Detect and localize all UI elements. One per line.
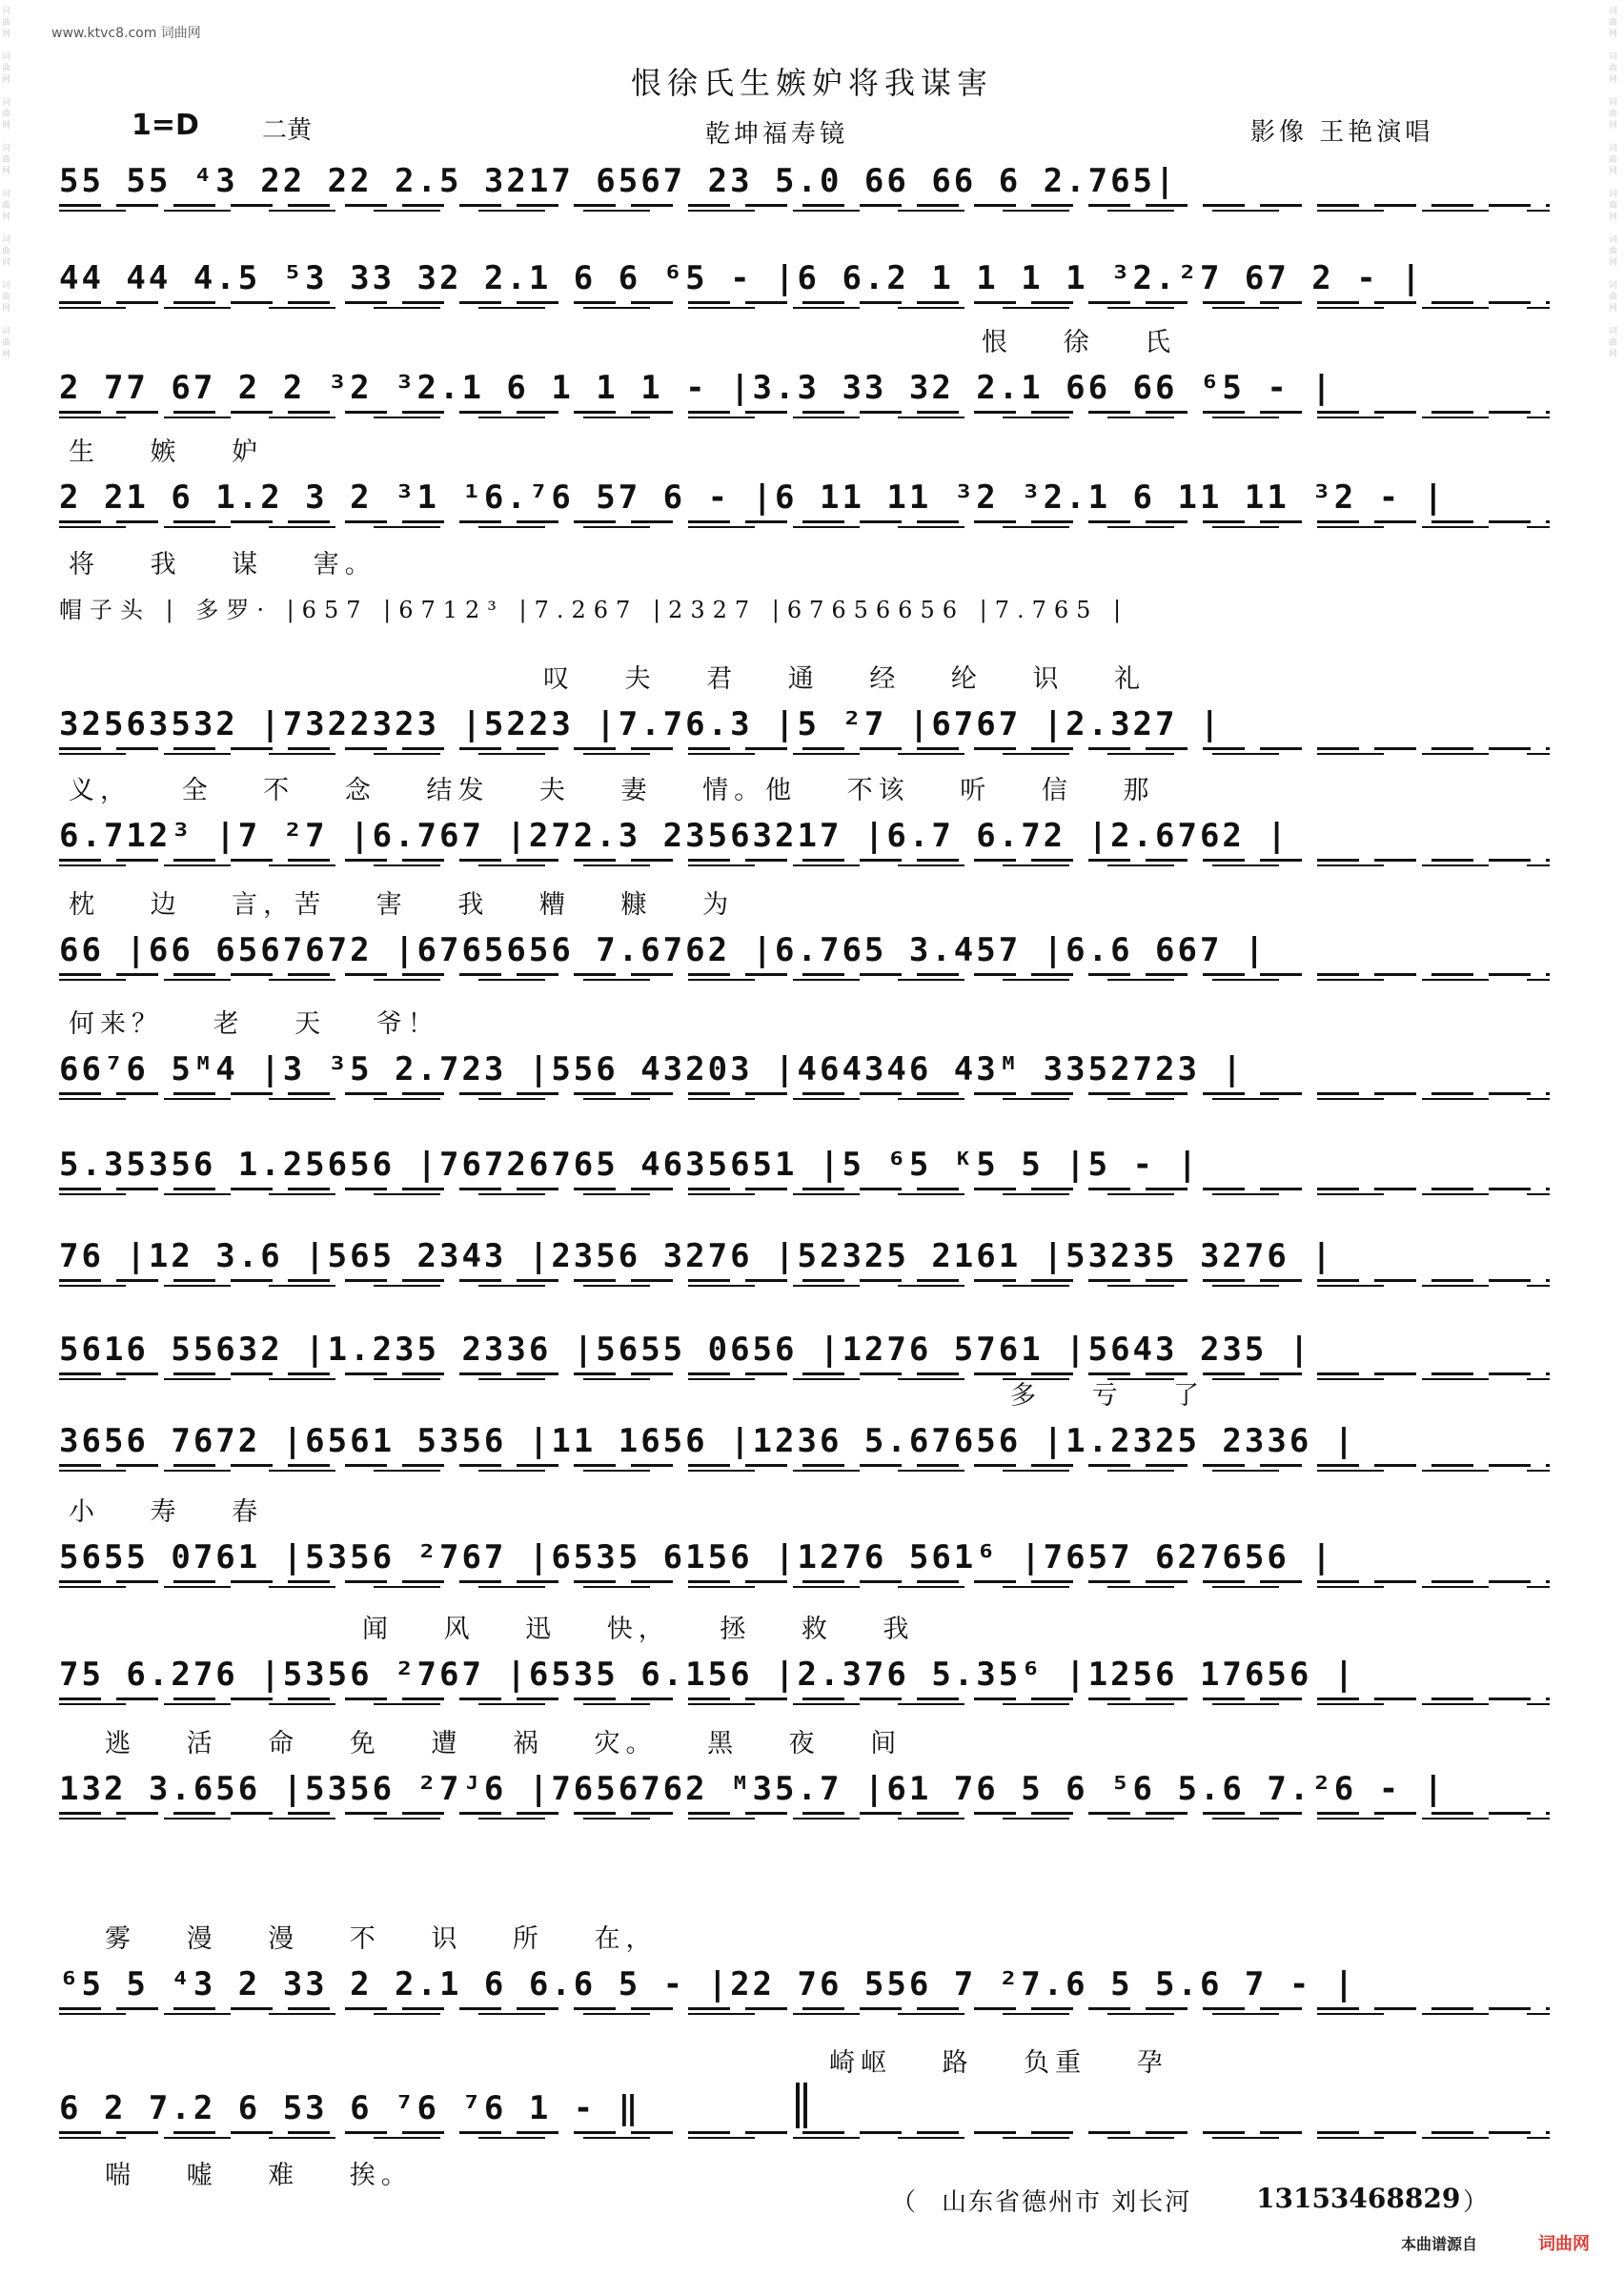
- site-logo: 词曲网: [1538, 2234, 1590, 2254]
- underline-beam-double: [59, 526, 1550, 528]
- underline-beam: [59, 1812, 1550, 1815]
- notation-text: 132 3.656 |5356 ²7ᴶ6 |7656762 ᴹ35.7 |61 76 5 6 ⁵6 5.6 7.²6 - |: [59, 1770, 1447, 1808]
- underline-beam: [59, 859, 1550, 862]
- underline-beam-double: [59, 979, 1550, 981]
- key-signature: 1=D: [132, 109, 199, 142]
- mode-label: 二黄: [262, 116, 313, 145]
- notation-row: [59, 1963, 1565, 2011]
- lyric-line: 逃 活 命 免 遭 祸 灾。 黑 夜 间: [105, 1729, 903, 1759]
- lyric-line: 将 我 谋 害。: [69, 550, 376, 579]
- source-note: 本曲谱源自: [1401, 2235, 1478, 2253]
- notation-row: [59, 2087, 1565, 2135]
- underline-beam-double: [59, 1818, 1550, 1820]
- notation-text: 55 55 ⁴3 22 22 2.5 3217 6567 23 5.0 66 66 6 2.765|: [59, 162, 1178, 200]
- notation-row: [59, 477, 1565, 524]
- underline-beam: [59, 204, 1550, 207]
- notation-text: ⁶5 5 ⁴3 2 33 2 2.1 6 6.6 5 - |22 76 556 7 ²7.6 5 5.6 7 - |: [59, 1965, 1357, 2003]
- underline-beam-double: [59, 1285, 1550, 1287]
- lyric-line: 枕 边 言，苦 害 我 糟 糠 为: [69, 890, 735, 920]
- footer-paren-close: ）: [1463, 2188, 1489, 2217]
- notation-text: 帽子头 | 多罗· |657 |6712³ |7.267 |2327 |67656656 |7.765 |: [59, 597, 1129, 623]
- notation-row: [59, 929, 1565, 977]
- underline-beam: [59, 2131, 1550, 2134]
- page-title: 恨徐氏生嫉妒将我谋害: [630, 65, 993, 101]
- underline-beam-double: [59, 1703, 1550, 1705]
- final-barline: [796, 2083, 800, 2128]
- notation-row: [59, 1329, 1565, 1376]
- notation-row: [59, 1420, 1565, 1468]
- underline-beam: [59, 301, 1550, 304]
- notation-text: 44 44 4.5 ⁵3 33 32 2.1 6 6 ⁶5 - |6 6.2 1 1 1 1 ³2.²7 67 2 - |: [59, 259, 1424, 297]
- notation-row: [59, 160, 1565, 208]
- notation-text: 76 |12 3.6 |565 2343 |2356 3276 |52325 2161 |53235 3276 |: [59, 1237, 1334, 1275]
- lyric-line: 闻 风 迅 快， 拯 救 我: [362, 1615, 915, 1644]
- underline-beam-double: [59, 1470, 1550, 1472]
- notation-text: 66 |66 6567672 |6765656 7.6762 |6.765 3.457 |6.6 667 |: [59, 931, 1268, 969]
- watermark-strip-left: 词曲网 词曲网 词曲网 词曲网 词曲网 词曲网 词曲网 词曲网: [2, 7, 11, 359]
- notation-text: 66⁷6 5ᴹ4 |3 ³5 2.723 |556 43203 |464346 43ᴹ 3352723 |: [59, 1050, 1245, 1088]
- notation-text: 6.712³ |7 ²7 |6.767 |272.3 23563217 |6.7 6.72 |2.6762 |: [59, 817, 1289, 855]
- lyric-line: 生 嫉 妒: [69, 437, 264, 467]
- underline-beam: [59, 520, 1550, 523]
- underline-beam: [59, 1464, 1550, 1467]
- lyric-line: 义， 全 不 念 结发 夫 妻 情。他 不该 听 信 那: [69, 776, 1155, 805]
- underline-beam: [59, 1580, 1550, 1583]
- underline-beam-double: [59, 864, 1550, 866]
- footer-paren-open: （: [891, 2188, 917, 2217]
- lyric-line: 何来？ 老 天 爷！: [69, 1009, 439, 1039]
- underline-beam-double: [59, 2137, 1550, 2139]
- notation-text: 32563532 |7322323 |5223 |7.76.3 |5 ²7 |6767 |2.327 |: [59, 705, 1223, 743]
- lyric-line: 叹 夫 君 通 经 纶 识 礼: [543, 664, 1147, 694]
- underline-beam-double: [59, 2013, 1550, 2015]
- lyric-line: 多 亏 了: [1010, 1381, 1206, 1411]
- underline-beam: [59, 1698, 1550, 1700]
- notation-text: 2 77 67 2 2 ³2 ³2.1 6 1 1 1 - |3.3 33 32 2.1 66 66 ⁶5 - |: [59, 369, 1334, 407]
- underline-beam-double: [59, 1586, 1550, 1588]
- underline-beam: [59, 1188, 1550, 1190]
- underline-beam-double: [59, 1098, 1550, 1100]
- notation-row: [59, 1048, 1565, 1096]
- lyric-line: 恨 徐 氏: [982, 328, 1177, 357]
- notation-text: 5.35356 1.25656 |76726765 4635651 |5 ⁶5 ᴷ5 5 |5 - |: [59, 1146, 1200, 1184]
- notation-row: [59, 1144, 1565, 1191]
- underline-beam: [59, 2007, 1550, 2010]
- lyric-line: 小 寿 春: [69, 1497, 264, 1527]
- footer-place: 山东省德州市 刘长河: [942, 2188, 1192, 2217]
- underline-beam: [59, 1279, 1550, 1282]
- notation-text: 2 21 6 1.2 3 2 ³1 ¹6.⁷6 57 6 - |6 11 11 ³2 ³2.1 6 11 11 ³2 - |: [59, 478, 1447, 517]
- underline-beam: [59, 747, 1550, 750]
- notation-row: [59, 367, 1565, 415]
- lyric-line: 崎岖 路 负重 孕: [829, 2048, 1168, 2078]
- underline-beam-double: [59, 307, 1550, 309]
- notation-row: [59, 703, 1565, 751]
- underline-beam-double: [59, 1193, 1550, 1195]
- notation-row: [59, 1654, 1565, 1701]
- notation-text: 6 2 7.2 6 53 6 ⁷6 ⁷6 1 - ‖: [59, 2089, 641, 2127]
- underline-beam-double: [59, 753, 1550, 755]
- play-name: 乾坤福寿镜: [705, 120, 849, 149]
- lyric-line: 喘 嘘 难 挨。: [105, 2161, 413, 2190]
- notation-row: [59, 1235, 1565, 1283]
- site-url: www.ktvc8.com 词曲网: [51, 26, 201, 41]
- notation-row: [59, 589, 1565, 637]
- underline-beam: [59, 973, 1550, 976]
- lyric-line: 雾 漫 漫 不 识 所 在，: [105, 1924, 658, 1954]
- underline-beam: [59, 411, 1550, 414]
- notation-row: [59, 1768, 1565, 1816]
- notation-row: [59, 1536, 1565, 1584]
- underline-beam-double: [59, 417, 1550, 418]
- notation-row: [59, 257, 1565, 305]
- notation-text: 5655 0761 |5356 ²767 |6535 6156 |1276 561⁶ |7657 627656 |: [59, 1538, 1334, 1576]
- performer-credit: 影像 王艳演唱: [1250, 118, 1434, 147]
- underline-beam: [59, 1092, 1550, 1095]
- underline-beam-double: [59, 210, 1550, 212]
- notation-text: 3656 7672 |6561 5356 |11 1656 |1236 5.67656 |1.2325 2336 |: [59, 1422, 1357, 1460]
- notation-row: [59, 815, 1565, 863]
- notation-text: 75 6.276 |5356 ²767 |6535 6.156 |2.376 5.35⁶ |1256 17656 |: [59, 1656, 1357, 1694]
- notation-text: 5616 55632 |1.235 2336 |5655 0656 |1276 5761 |5643 235 |: [59, 1331, 1312, 1369]
- footer-phone: 13153468829: [1256, 2183, 1461, 2214]
- watermark-strip-right: 词曲网 词曲网 词曲网 词曲网 词曲网 词曲网 词曲网 词曲网: [1609, 7, 1618, 359]
